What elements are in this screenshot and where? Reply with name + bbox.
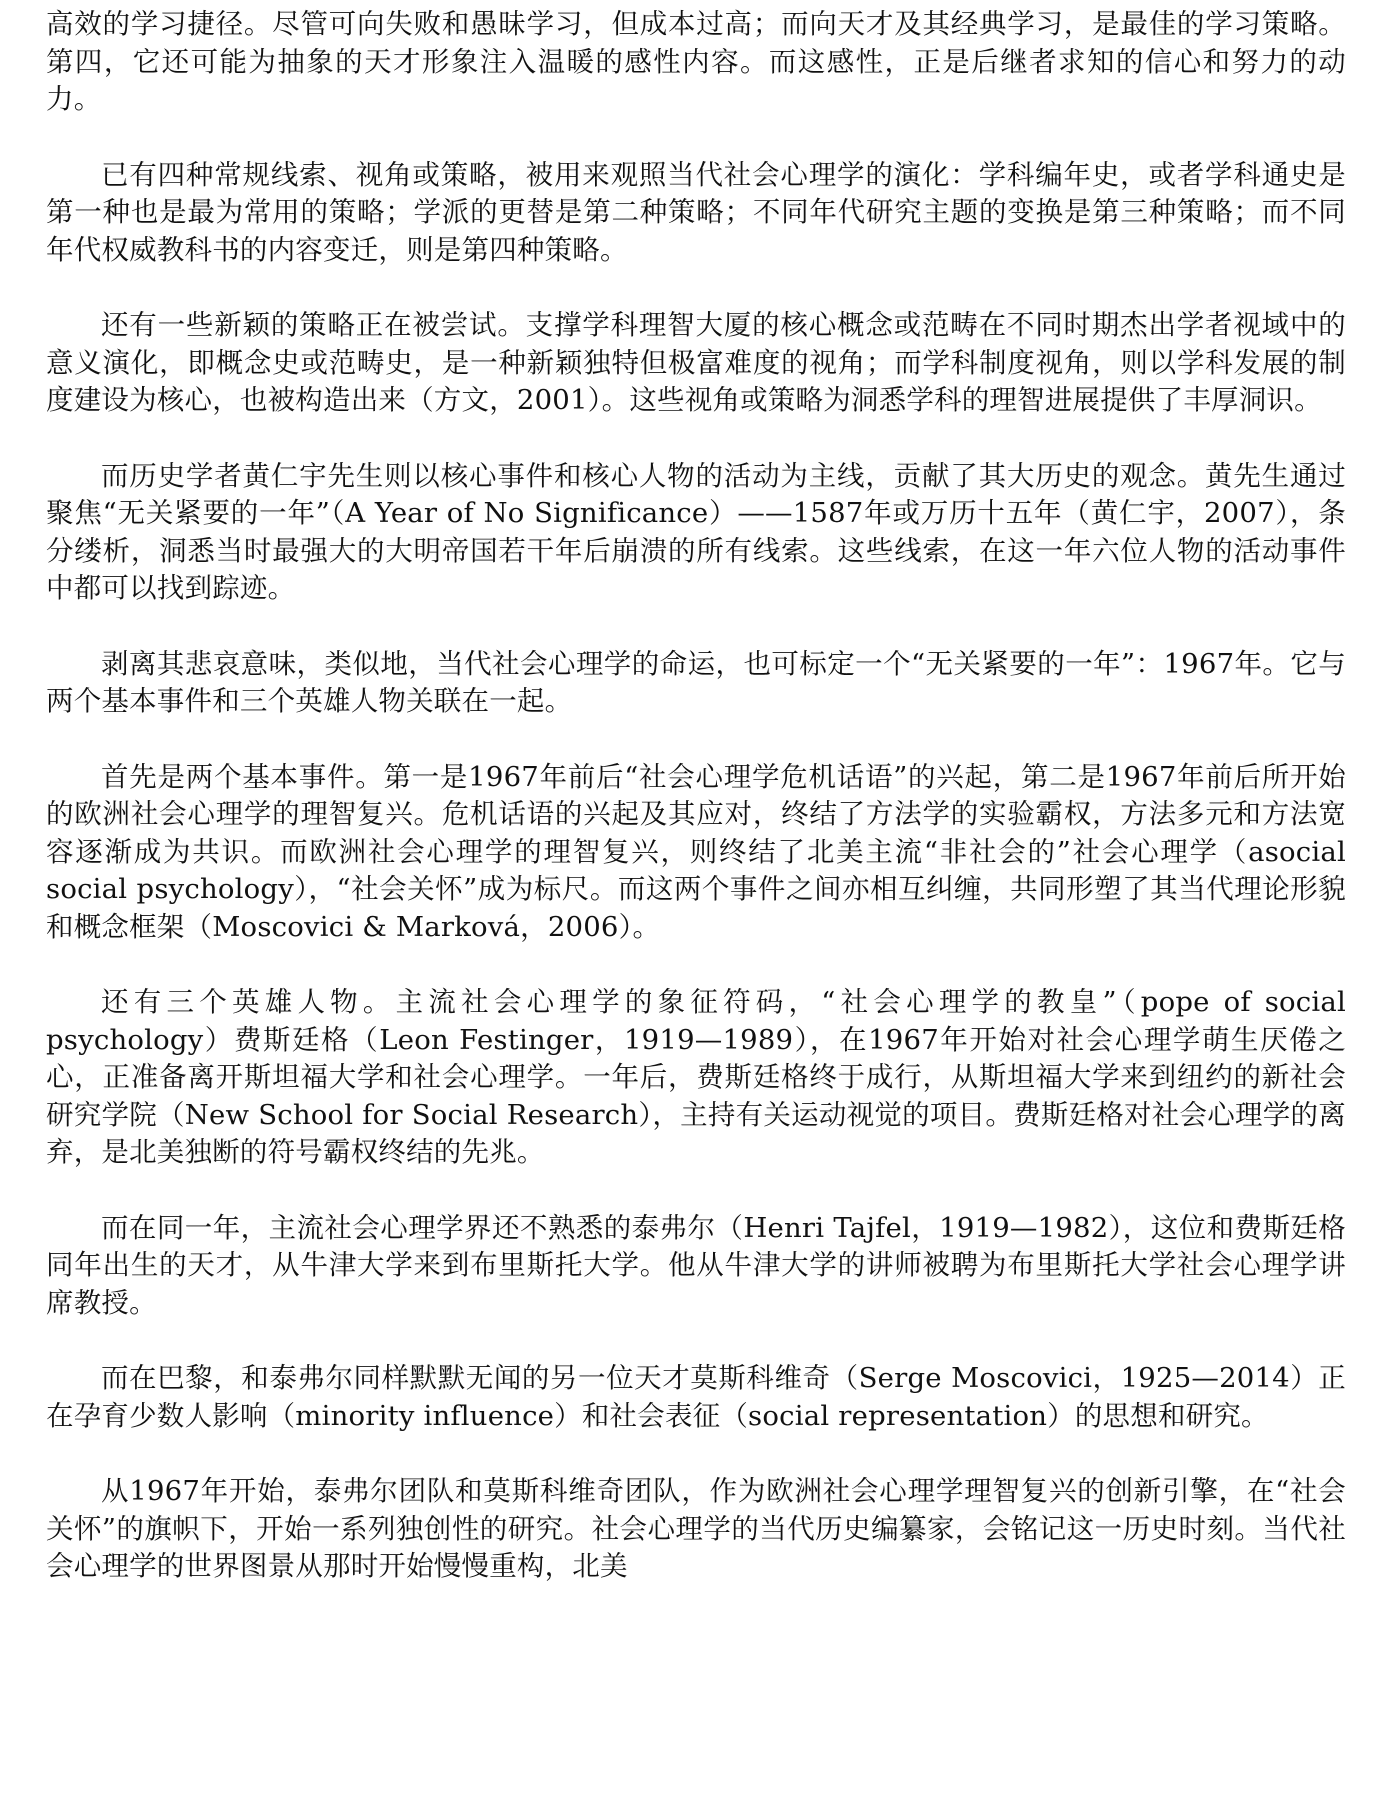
paragraph-9: 而在巴黎，和泰弗尔同样默默无闻的另一位天才莫斯科维奇（Serge Moscovici，1925—2014）正在孕育少数人影响（minority influence）和社会表征（social representation）的思想和研究。 [46,1362,1346,1432]
paragraph-6: 首先是两个基本事件。第一是1967年前后“社会心理学危机话语”的兴起，第二是1967年前后所开始的欧洲社会心理学的理智复兴。危机话语的兴起及其应对，终结了方法学的实验霸权，方法多元和方法宽容逐渐成为共识。而欧洲社会心理学的理智复兴，则终结了北美主流“非社会的”社会心理学（asocial social psychology），“社会关怀”成为标尺。而这两个事件之间亦相互纠缠，共同形塑了其当代理论形貌和概念框架（Moscovici & Marková，2006）。 [46,760,1346,943]
paragraph-7: 还有三个英雄人物。主流社会心理学的象征符码，“社会心理学的教皇”（pope of social psychology）费斯廷格（Leon Festinger，1919—1989），在1967年开始对社会心理学萌生厌倦之心，正准备离开斯坦福大学和社会心理学。一年后，费斯廷格终于成行，从斯坦福大学来到纽约的新社会研究学院（New School for Social Research），主持有关运动视觉的项目。费斯廷格对社会心理学的离弃，是北美独断的符号霸权终结的先兆。 [46,986,1346,1168]
paragraph-3: 还有一些新颖的策略正在被尝试。支撑学科理智大厦的核心概念或范畴在不同时期杰出学者视域中的意义演化，即概念史或范畴史，是一种新颖独特但极富难度的视角；而学科制度视角，则以学科发展的制度建设为核心，也被构造出来（方文，2001）。这些视角或策略为洞悉学科的理智进展提供了丰厚洞识。 [46,309,1346,416]
paragraph-1: 高效的学习捷径。尽管可向失败和愚昧学习，但成本过高；而向天才及其经典学习，是最佳的学习策略。第四，它还可能为抽象的天才形象注入温暖的感性内容。而这感性，正是后继者求知的信心和努力的动力。 [46,8,1346,115]
paragraph-4: 而历史学者黄仁宇先生则以核心事件和核心人物的活动为主线，贡献了其大历史的观念。黄先生通过聚焦“无关紧要的一年”（A Year of No Significance）——1587年或万历十五年（黄仁宇，2007），条分缕析，洞悉当时最强大的大明帝国若干年后崩溃的所有线索。这些线索，在这一年六位人物的活动事件中都可以找到踪迹。 [46,459,1346,604]
document-page [46,6,1346,1586]
paragraph-2: 已有四种常规线索、视角或策略，被用来观照当代社会心理学的演化：学科编年史，或者学科通史是第一种也是最为常用的策略；学派的更替是第二种策略；不同年代研究主题的变换是第三种策略；而不同年代权威教科书的内容变迁，则是第四种策略。 [46,158,1346,266]
paragraph-5: 剥离其悲哀意味，类似地，当代社会心理学的命运，也可标定一个“无关紧要的一年”：1967年。它与两个基本事件和三个英雄人物关联在一起。 [46,647,1346,717]
paragraph-10: 从1967年开始，泰弗尔团队和莫斯科维奇团队，作为欧洲社会心理学理智复兴的创新引擎，在“社会关怀”的旗帜下，开始一系列独创性的研究。社会心理学的当代历史编纂家，会铭记这一历史时刻。当代社会心理学的世界图景从那时开始慢慢重构，北美 [46,1475,1346,1582]
paragraph-8: 而在同一年，主流社会心理学界还不熟悉的泰弗尔（Henri Tajfel，1919—1982），这位和费斯廷格同年出生的天才，从牛津大学来到布里斯托大学。他从牛津大学的讲师被聘为布里斯托大学社会心理学讲席教授。 [46,1211,1346,1319]
